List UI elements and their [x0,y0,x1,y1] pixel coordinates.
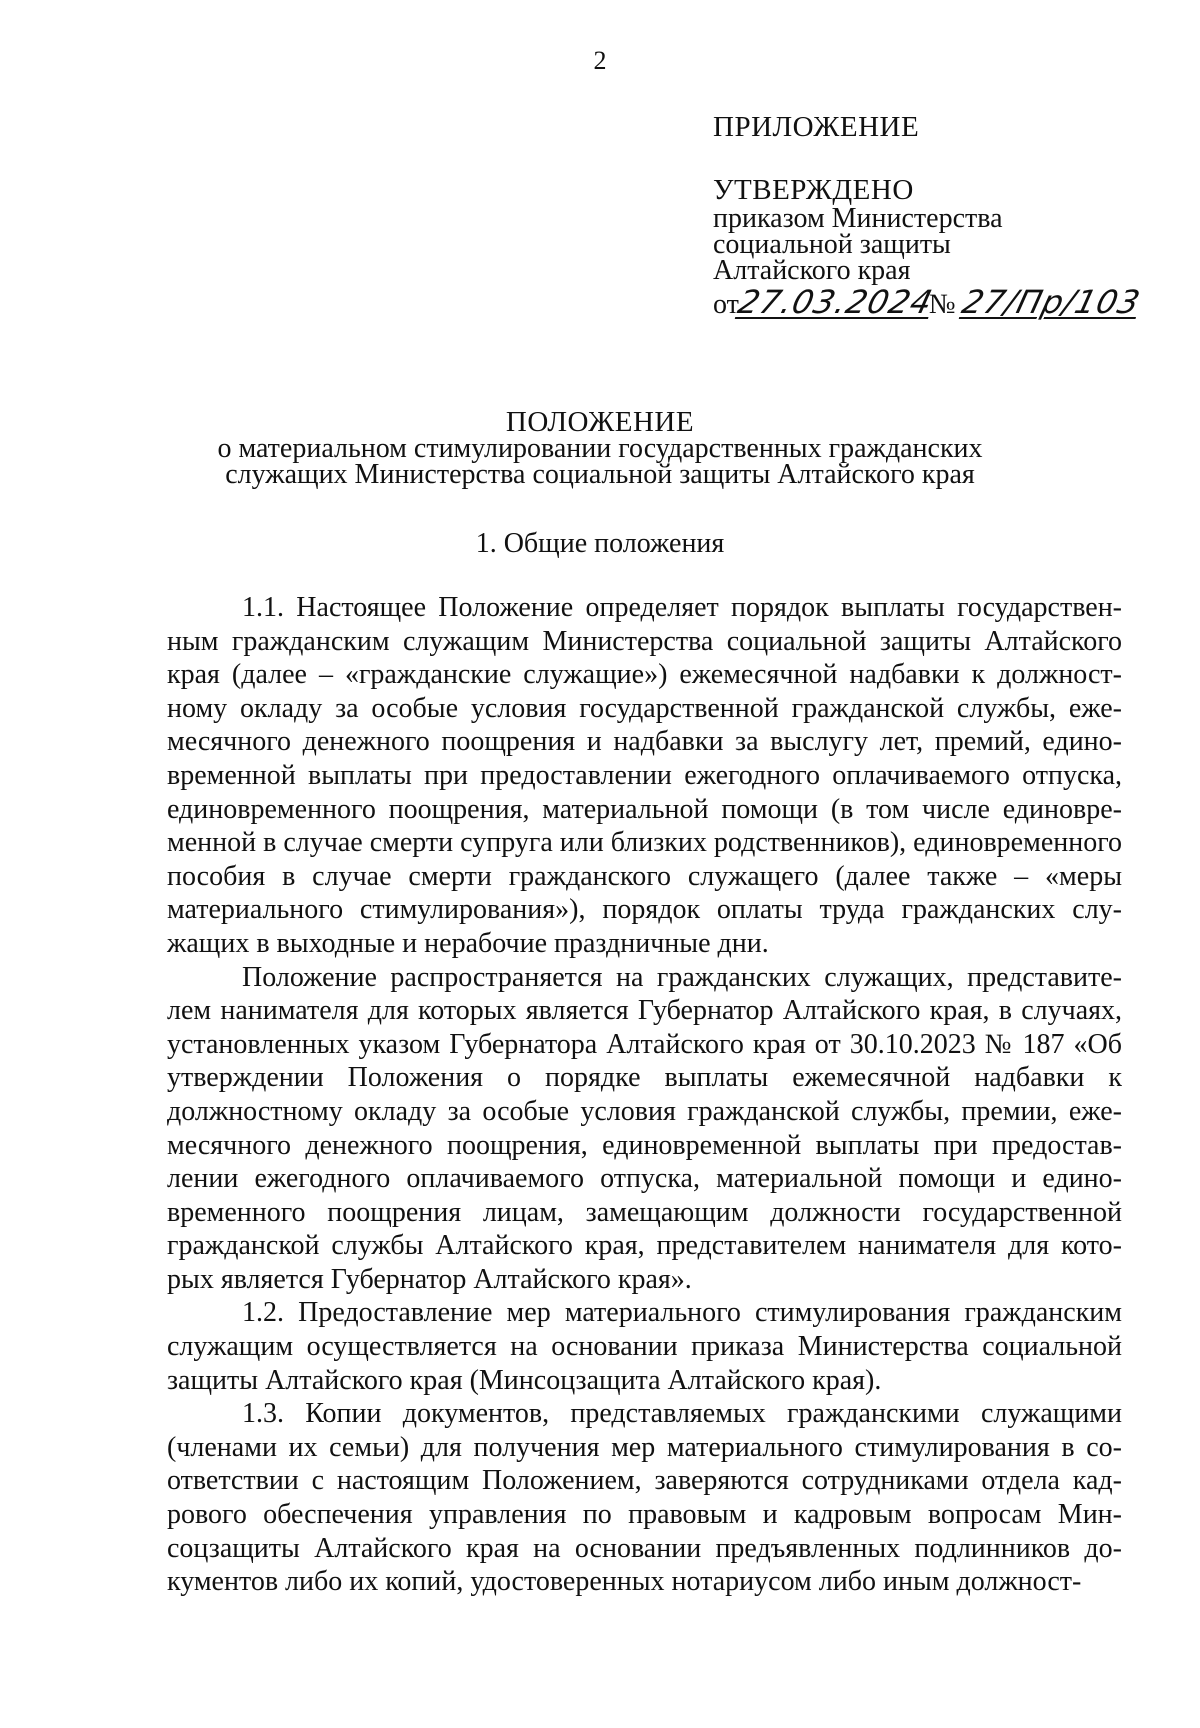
body-text [167,591,1122,1599]
date-prefix: от [713,289,739,320]
subtitle-line: о материальном стимулировании государственных гражданских [217,433,983,464]
approved-line: Алтайского края [713,255,911,286]
paragraph: 1.3. Копии документов, представляемых гражданскими служащими (членами их семьи) для получения мер материального стимулирования в соответствии с настоящим Положением, заверяются сотрудниками отдела кадрового обеспечения управления по правовым и кадровым вопросам Минсоцзащиты Алтайского края на основании предъявленных подлинников документов либо их копий, удостоверенных нотариусом либо иным должност- [167,1398,1122,1598]
document-subtitle [0,433,1200,490]
subtitle-line: служащих Министерства социальной защиты Алтайского края [225,459,975,490]
document-title: ПОЛОЖЕНИЕ [505,406,695,438]
approved-title: УТВЕРЖДЕНО [713,174,914,206]
paragraph: 1.2. Предоставление мер материального стимулирования гражданским служащим осуществляется на основании приказа Министерства социальной защиты Алтайского края (Минсоцзащита Алтайского края). [167,1297,1122,1396]
handwritten-order-number: 27/Пр/103 [957,283,1145,321]
approved-line: социальной защиты [713,229,951,260]
approval-date-line [713,284,1183,323]
number-sign: № [928,289,956,320]
paragraph: Положение распространяется на гражданских служащих, представителем нанимателя для которых является Губернатор Алтайского края, в случаях, установленных указом Губернатора Алтайского края от 30.10.2023 № 187 «Об утверждении Положения о порядке выплаты ежемесячной надбавки к должностному окладу за особые условия гражданской службы, премии, ежемесячного денежного поощрения, единовременной выплаты при предоставлении ежегодного оплачиваемого отпуска, материальной помощи и единовременного поощрения лицам, замещающим должности государственной гражданской службы Алтайского края, представителем нанимателя для которых является Губернатор Алтайского края». [167,961,1122,1295]
approved-line: приказом Министерства [713,203,1003,234]
appendix-title: ПРИЛОЖЕНИЕ [713,111,920,143]
paragraph: 1.1. Настоящее Положение определяет порядок выплаты государственным гражданским служащим Министерства социальной защиты Алтайского края (далее – «гражданские служащие») ежемесячной надбавки к должностному окладу за особые условия государственной гражданской службы, ежемесячного денежного поощрения и надбавки за выслугу лет, премий, единовременной выплаты при предоставлении ежегодного оплачиваемого отпуска, единовременного поощрения, материальной помощи (в том числе единовременной в случае смерти супруга или близких родственников), единовременного пособия в случае смерти гражданского служащего (далее также – «меры материального стимулирования»), порядок оплаты труда гражданских служащих в выходные и нерабочие праздничные дни. [167,592,1122,959]
handwritten-date: 27.03.2024 [734,283,937,321]
section-title: 1. Общие положения [475,528,725,559]
appendix-block [713,110,1183,323]
page-number: 2 [593,46,607,75]
